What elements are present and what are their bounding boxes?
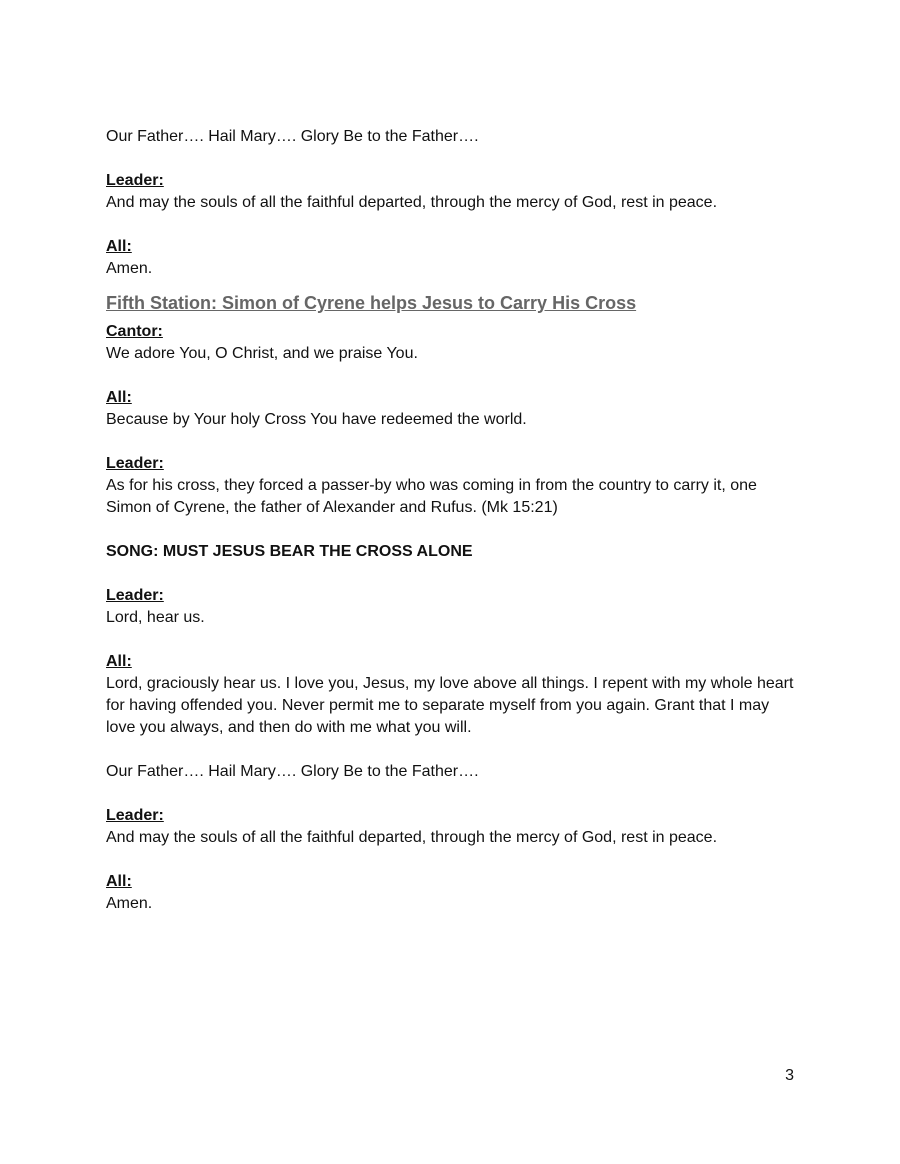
all-text: Lord, graciously hear us. I love you, Jesus, my love above all things. I repent with my whole heart for having offended you. Never permit me to separate myself from you again. Grant that I may love you always, and then do with me what you will. — [106, 675, 794, 736]
all-label: All: — [106, 653, 132, 670]
all-text: Amen. — [106, 895, 153, 912]
spacer — [106, 431, 796, 453]
spacer — [106, 365, 796, 387]
leader-text: Lord, hear us. — [106, 609, 205, 626]
spacer — [106, 563, 796, 585]
spacer — [106, 783, 796, 805]
page-content — [106, 126, 796, 915]
prayers-line: Our Father…. Hail Mary…. Glory Be to the Father…. — [106, 128, 479, 145]
song-title: SONG: MUST JESUS BEAR THE CROSS ALONE — [106, 543, 473, 560]
leader-label: Leader: — [106, 455, 164, 472]
spacer — [106, 148, 796, 170]
leader-label: Leader: — [106, 587, 164, 604]
cantor-label: Cantor: — [106, 323, 163, 340]
station-heading[interactable]: Fifth Station: Simon of Cyrene helps Jesus to Carry His Cross — [106, 293, 637, 313]
spacer — [106, 629, 796, 651]
leader-text: And may the souls of all the faithful departed, through the mercy of God, rest in peace. — [106, 829, 718, 846]
all-label: All: — [106, 389, 132, 406]
spacer — [106, 519, 796, 541]
prayers-line: Our Father…. Hail Mary…. Glory Be to the Father…. — [106, 763, 479, 780]
page-number: 3 — [785, 1067, 794, 1084]
all-label: All: — [106, 873, 132, 890]
scripture-text: As for his cross, they forced a passer-by who was coming in from the country to carry it, one Simon of Cyrene, the father of Alexander and Rufus. (Mk 15:21) — [106, 477, 757, 516]
spacer — [106, 849, 796, 871]
spacer — [106, 214, 796, 236]
leader-text: And may the souls of all the faithful departed, through the mercy of God, rest in peace. — [106, 194, 718, 211]
leader-label: Leader: — [106, 807, 164, 824]
all-text: Amen. — [106, 260, 153, 277]
cantor-text: We adore You, O Christ, and we praise You. — [106, 345, 418, 362]
leader-label: Leader: — [106, 172, 164, 189]
all-label: All: — [106, 238, 132, 255]
all-text: Because by Your holy Cross You have redeemed the world. — [106, 411, 527, 428]
spacer — [106, 739, 796, 761]
